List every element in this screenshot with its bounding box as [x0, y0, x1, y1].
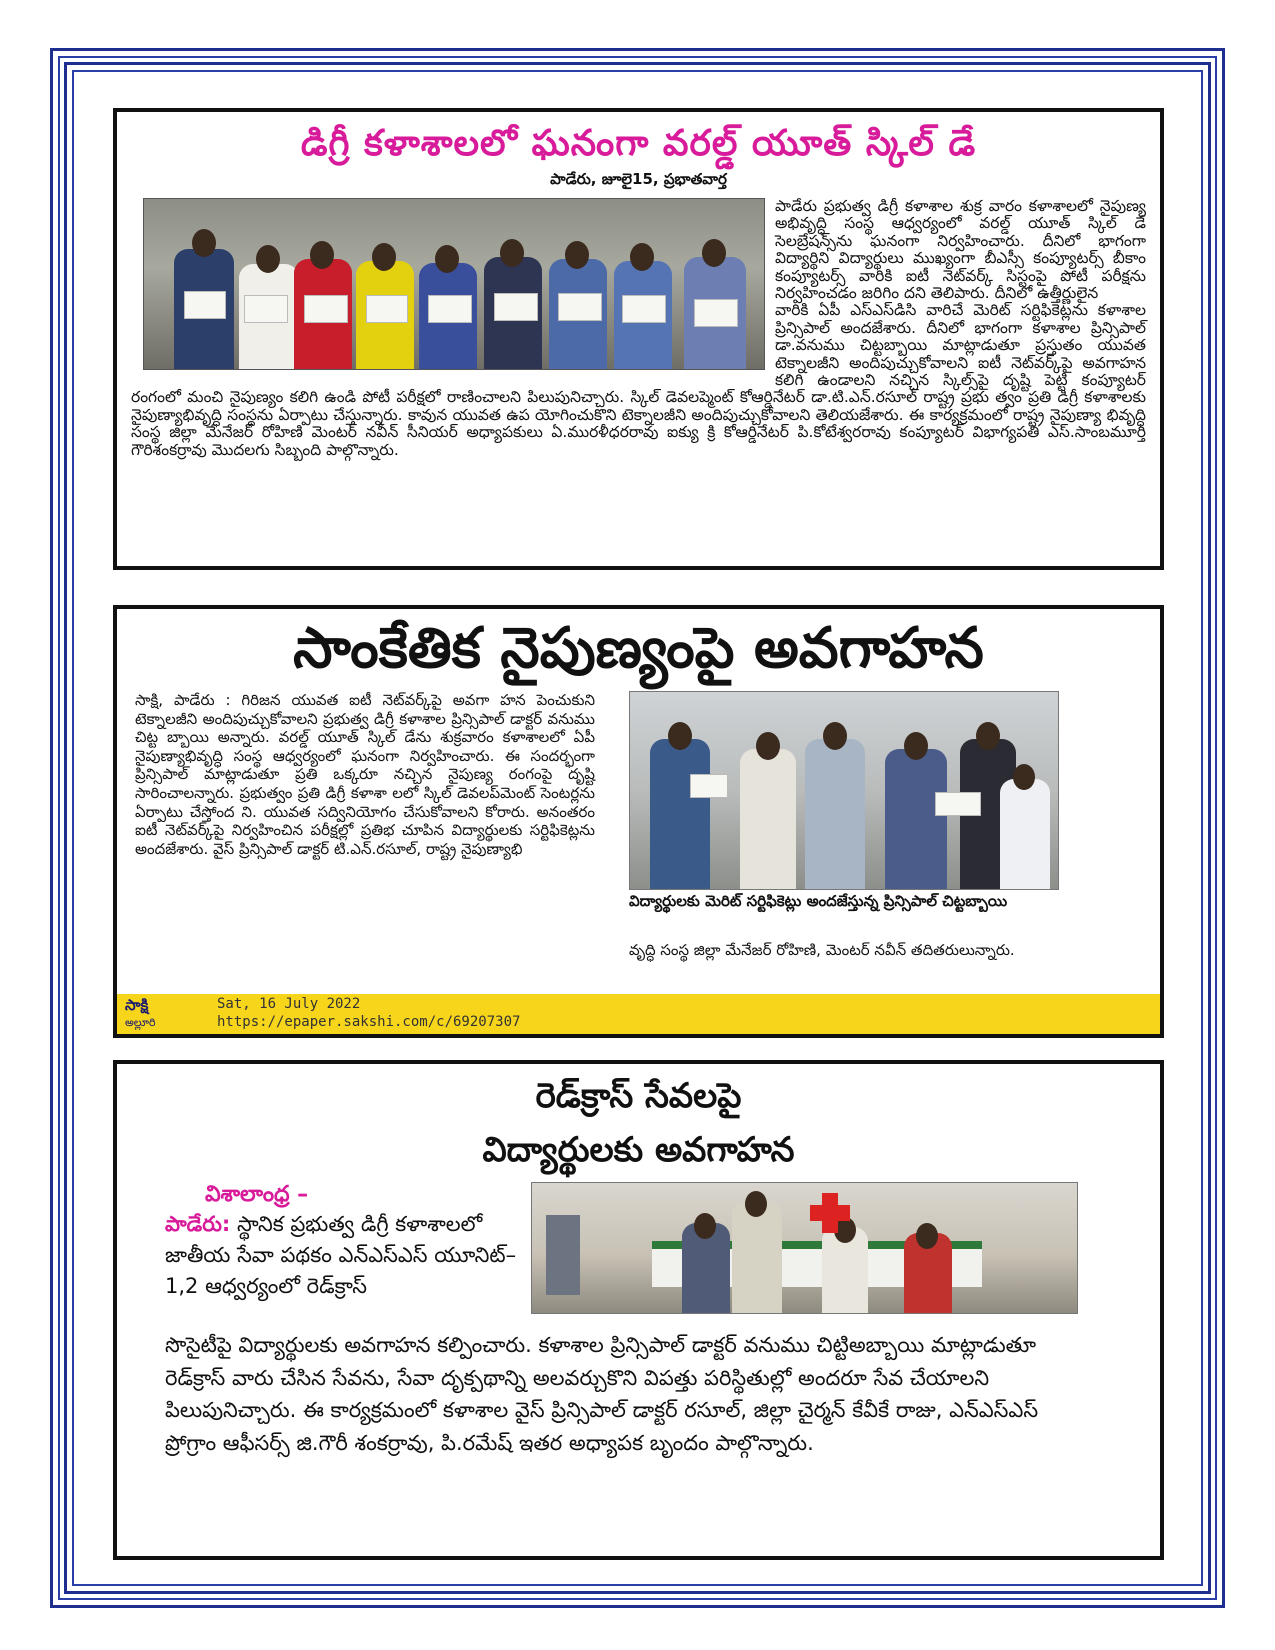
article2-photo	[629, 691, 1059, 890]
article3-place: పాడేరు:	[165, 1212, 231, 1236]
article2-photo-caption: విద్యార్థులకు మెరిట్ సర్టిఫికెట్లు అందజేస్తున్న ప్రిన్సిపాల్ చిట్టబ్బాయి	[629, 892, 1008, 910]
article3-photo	[531, 1182, 1078, 1314]
article3-col-text: స్థానిక ప్రభుత్వ డిగ్రీ కళాశాలలో జాతీయ సేవా పథకం ఎన్ఎస్ఎస్ యూనిట్–1,2 ఆధ్వర్యంలో రెడ్‌క్రాస్	[165, 1212, 517, 1298]
epaper-url: https://epaper.sakshi.com/c/69207307	[217, 1014, 521, 1030]
sakshi-logo: సాక్షి	[125, 996, 149, 1014]
article-technical-skills-awareness	[113, 605, 1164, 1038]
article3-headline-line2: విద్యార్థులకు అవగాహన	[482, 1130, 795, 1170]
article-red-cross-awareness	[113, 1060, 1164, 1560]
epaper-footer-bar	[117, 994, 1164, 1038]
article1-lead: పాడేరు ప్రభుత్వ డిగ్రీ కళాశాల శుక్ర వారం కళాశాలలో నైపుణ్య అభివృద్ధి సంస్థ ఆధ్వర్యంలో వరల్డ్ యూత్ స్కిల్ డే సెలబ్రేషన్స్‌ను ఘనంగా నిర్వహించారు. దీనిలో భాగంగా విద్యార్థిని విద్యార్థులు ముఖ్యంగా బీఎస్సీ కంప్యూటర్స్ బీకాం కంప్యూటర్స్ వారికి ఐటీ నెట్‌వర్క్ సిస్టంపై పోటీ పరీక్షను నిర్వహించడం జరిగిం దని తెలిపారు. దీనిలో ఉత్తీర్ణులైన	[775, 197, 1146, 303]
epaper-date: Sat, 16 July 2022	[217, 996, 361, 1012]
article1-photo	[143, 198, 765, 370]
article2-continuation: వృద్ధి సంస్థ జిల్లా మేనేజర్ రోహిణి, మెంటర్ నవీన్ తదితరులున్నారు.	[629, 941, 1015, 959]
article-world-youth-skill-day	[113, 108, 1164, 570]
article2-body: సాక్షి, పాడేరు : గిరిజన యువత ఐటీ నెట్‌వర్క్‌పై అవగా హన పెంచుకుని టెక్నాలజీని అందిపుచ్చుకోవాలని ప్రభుత్వ డిగ్రీ కళాశాల ప్రిన్సిపాల్ డాక్టర్ వనుము చిట్ట బ్బాయి అన్నారు. వరల్డ్ యూత్ స్కిల్ డేను శుక్రవారం కళాశాలలో ఏపీ నైపుణ్యాభివృద్ధి సంస్థ ఆధ్వర్యంలో ఘనంగా నిర్వహించారు. ఈ సందర్భంగా ప్రిన్సిపాల్ మాట్లాడుతూ ప్రతి ఒక్కరూ నచ్చిన నైపుణ్య రంగంపై దృష్టి సారించాలన్నారు. ప్రభుత్వం ప్రతి డిగ్రీ కళాశా లలో స్కిల్ డెవలప్‌మెంట్ సెంటర్లను ఏర్పాటు చేస్తోంద ని. యువత సద్వినియోగం చేసుకోవాలని కోరారు. అనంతరం ఐటీ నెట్‌వర్క్‌పై నిర్వహించిన పరీక్షల్లో ప్రతిభ చూపిన విద్యార్థులకు సర్టిఫికెట్లను అందజేశారు. వైస్ ప్రిన్సిపాల్ డాక్టర్ టి.ఎన్.రసూల్, రాష్ట్ర నైపుణ్యాభి	[135, 691, 595, 858]
article3-column	[165, 1209, 525, 1302]
article2-headline: సాంకేతిక నైపుణ్యంపై అవగాహన	[293, 616, 984, 681]
article3-body: సొసైటీపై విద్యార్థులకు అవగాహన కల్పించారు. కళాశాల ప్రిన్సిపాల్ డాక్టర్ వనుము చిట్టిఅబ్బాయి మాట్లాడుతూ రెడ్‌క్రాస్ వారు చేసిన సేవను, సేవా దృక్పథాన్ని అలవర్చుకొని విపత్తు పరిస్థితుల్లో అందరూ సేవ చేయాలని పిలుపునిచ్చారు. ఈ కార్యక్రమంలో కళాశాల వైస్ ప్రిన్సిపాల్ డాక్టర్ రసూల్, జిల్లా చైర్మన్ కేవీకే రాజు, ఎన్ఎస్ఎస్ ప్రోగ్రాం ఆఫీసర్స్ జి.గౌరీ శంకర్రావు, పి.రమేష్ ఇతర అధ్యాపక బృందం పాల్గొన్నారు.	[165, 1333, 1039, 1455]
article1-headline: డిగ్రీ కళాశాలలో ఘనంగా వరల్డ్ యూత్ స్కిల్ డే	[300, 123, 977, 164]
article3-headline-line1: రెడ్‌క్రాస్ సేవలపై	[535, 1076, 742, 1116]
edition-label: అల్లూరి	[125, 1016, 156, 1029]
article1-body: వారికి ఏపీ ఎస్ఎస్‌డిసి వారిచే మెరిట్ సర్టిఫికెట్లను కళాశాల ప్రిన్సిపాల్ అందజేశారు. దీనిలో భాగంగా కళాశాల ప్రిన్సిపాల్ డా.వనుము చిట్టబ్బాయి మాట్లాడుతూ ప్రస్తుతం యువత టెక్నాలజీని అందిపుచ్చుకోవాలని ఐటీ నెట్‌వర్క్‌పై అవగాహన కలిగి ఉండాలని నచ్చిన స్కిల్స్‌పై దృష్టి పెట్టి కంప్యూటర్ రంగంలో మంచి నైపుణ్యం కలిగి ఉండి పోటీ పరీక్షలో రాణించాలని పిలుపునిచ్చారు. స్కిల్ డెవలప్మెంట్ కోఆర్డినేటర్ డా.టి.ఎన్.రసూల్ రాష్ట్ర ప్రభు త్వం ప్రతి డిగ్రీ కళాశాలకు నైపుణ్యాభివృద్ధి సంస్థను ఏర్పాటు చేస్తున్నారు. కావున యువత ఉప యోగించుకొని టెక్నాలజీని అందిపుచ్చుకోవాలని తెలియజేశారు. ఈ కార్యక్రమంలో రాష్ట్ర నైపుణ్యా భివృద్ధి సంస్థ జిల్లా మేనేజర్ రోహిణి మెంటర్ నవీన్ సీనియర్ అధ్యాపకులు ఏ.మురళీధరరావు ఐక్యు క్రి కోఆర్డినేటర్ పి.కోటేశ్వరరావు కంప్యూటర్ విభాగ్యపతి ఎస్.సాంబమూర్తి గౌరిశంకర్రావు మొదలగు సిబ్బంది పాల్గొన్నారు.	[131, 301, 1146, 459]
article1-dateline: పాడేరు, జూలై15, ప్రభాతవార్త	[550, 170, 727, 188]
article3-source: విశాలాంధ్ర –	[205, 1182, 309, 1207]
